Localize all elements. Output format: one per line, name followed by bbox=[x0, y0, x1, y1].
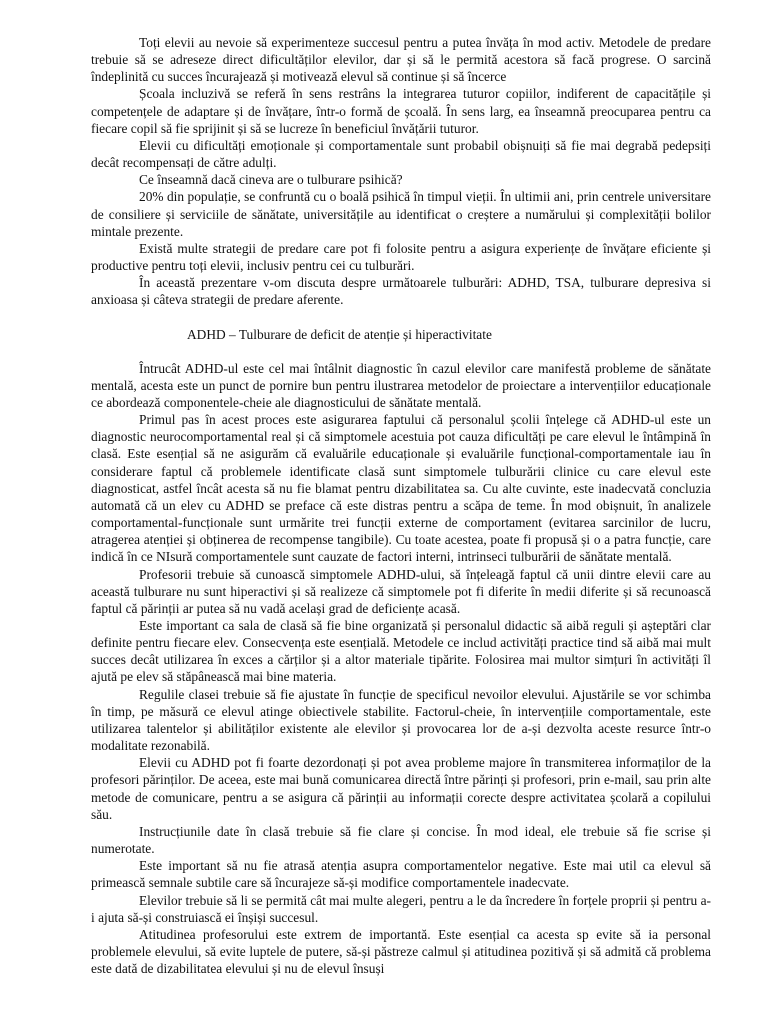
paragraph-teachers-knowledge: Profesorii trebuie să cunoască simptomele ADHD-ului, să înțeleagă faptul că unii dintre elevii care au această tulburare nu sunt hiperactivi și să realizeze că simptomele pot fi diferite în medii diferite și să recunoască faptul că părinții ar putea să nu vadă același grad de deficiențe acasă. bbox=[91, 566, 711, 616]
paragraph-adhd-intro: Întrucât ADHD-ul este cel mai întâlnit diagnostic în cazul elevilor care manifestă probleme de sănătate mentală, acesta este un punct de pornire bun pentru ilustrarea metodelor de proiectare a intervențiilor educaționale ce abordează componentele-cheie ale diagnosticului de sănătate mentală. bbox=[91, 360, 711, 410]
paragraph-instructions: Instrucțiunile date în clasă trebuie să fie clare și concise. În mod ideal, ele trebuie să fie scrise și numerotate. bbox=[91, 823, 711, 857]
paragraph-classroom-organization: Este important ca sala de clasă să fie bine organizată și personalul didactic să aibă reguli și așteptări clar definite pentru fiecare elev. Consecvența este esențială. Metodele ce includ activități practice tind să aibă mai mult succes decât utilizarea în exces a cărților și a altor materiale tipărite. Folosirea mai multor simțuri în activități îl ajută pe elev să stăpânească mai bine materia. bbox=[91, 618, 711, 685]
spacer bbox=[91, 309, 711, 326]
paragraph-intro-success: Toți elevii au nevoie să experimenteze succesul pentru a putea învăța în mod activ. Metodele de predare trebuie să se adreseze direct dificultăților elevilor, dar și să le permită acestora să facă progrese. O sarcină îndeplinită cu succes încurajează și motivează elevul să continue și să încerce bbox=[91, 35, 711, 85]
paragraph-statistics: 20% din populație, se confruntă cu o boală psihică în timpul vieții. În ultimii ani, prin centrele universitare de consiliere și serviciile de sănătate, universitățile au identificat o creștere a numărului și complexității bolilor mintale prezente. bbox=[91, 189, 711, 239]
paragraph-communication: Elevii cu ADHD pot fi foarte dezordonați și pot avea probleme majore în transmiterea informaților de la profesori părinților. De aceea, este mai bună comunicarea directă între părinți și profesori, prin e-mail, sau prin alte metode de comunicare, pentru a se asigura că părinții au informații corecte despre activitatea școlară a copilului său. bbox=[91, 755, 711, 822]
paragraph-inclusive-school: Școala incluzivă se referă în sens restrâns la integrarea tuturor copiilor, indiferent de capacitățile și competențele de adaptare și de învățare, într-o formă de școală. În sens larg, ea înseamnă preocuparea pentru ca fiecare copil să fie sprijinit și să se lucreze în beneficiul învățării tuturor. bbox=[91, 86, 711, 136]
paragraph-question: Ce înseamnă dacă cineva are o tulburare psihică? bbox=[139, 172, 403, 188]
paragraph-strategies: Există multe strategii de predare care pot fi folosite pentru a asigura experiențe de învățare eficiente și productive pentru toți elevii, inclusiv pentru cei cu tulburări. bbox=[91, 240, 711, 274]
paragraph-choices: Elevilor trebuie să li se permită cât mai multe alegeri, pentru a le da încredere în forțele proprii și pentru a-i ajuta să-și construiască ei înșiși succesul. bbox=[91, 892, 711, 925]
paragraph-class-rules: Regulile clasei trebuie să fie ajustate în funcție de specificul nevoilor elevului. Ajustările se vor schimba în timp, pe măsură ce elevul atinge obiectivele stabilite. Factorul-cheie, în intervențiile comportamentale, este utilizarea talentelor și abilităților existente ale elevilor și provocarea lor de a-și dezvolta aceste resurce într-o modalitate rezonabilă. bbox=[91, 686, 711, 754]
paragraph-first-step: Primul pas în acest proces este asigurarea faptului că personalul școlii înțelege că ADHD-ul este un diagnostic neurocomportamental real și că simptomele acestuia pot cauza dificultăți pe care elevul le întâmpină în clasă. Este esențial să ne asigurăm că evaluările educaționale și evaluările funcțional-comportamentale iau în considerare faptul că problemele identificate clasă sunt simptomele tulburării clinice cu care elevul este diagnosticat, astfel încât acesta să nu fie blamat pentru dizabilitatea sa. Cu alte cuvinte, este inadecvată concluzia automată că un elev cu ADHD se preface că este distras pentru a scăpa de teme. În mod obișnuit, în analizele comportamental-funcționale sunt urmărite trei funcții externe de comportament (evitarea sarcinilor de lucru, atragerea atenției și obținerea de recompense tangibile). Cu toate acestea, poate fi propusă și o a patra funcție, care indică în ce NIsură comportamentele sunt cauzate de factori interni, intrinseci tulburării de sănătate mentală. bbox=[91, 412, 711, 565]
paragraph-presentation-scope: În această prezentare v-om discuta despre următoarele tulburări: ADHD, TSA, tulburare depresiva si anxioasa și câteva strategii de predare aferente. bbox=[91, 275, 711, 308]
spacer bbox=[91, 343, 711, 360]
paragraph-negative-behaviors: Este important să nu fie atrasă atenția asupra comportamentelor negative. Este mai util ca elevul să primească semnale subtile care să încurajeze să-și modifice comportamentele inadecvate. bbox=[91, 858, 711, 891]
document-content bbox=[91, 34, 711, 977]
paragraph-emotional-difficulties: Elevii cu dificultăți emoționale și comportamentale sunt probabil obișnuiți să fie mai degrabă pedepsiți decât recompensați de către adulți. bbox=[91, 137, 711, 171]
paragraph-teacher-attitude: Atitudinea profesorului este extrem de importantă. Este esențial ca acesta sp evite să ia personal problemele elevului, să evite luptele de putere, să-și păstreze calmul și atitudinea pozitivă și să admită că problema este dată de dizabilitatea elevului și nu de elevul însuși bbox=[91, 926, 711, 977]
section-heading: ADHD – Tulburare de deficit de atenție și hiperactivitate bbox=[187, 326, 492, 342]
